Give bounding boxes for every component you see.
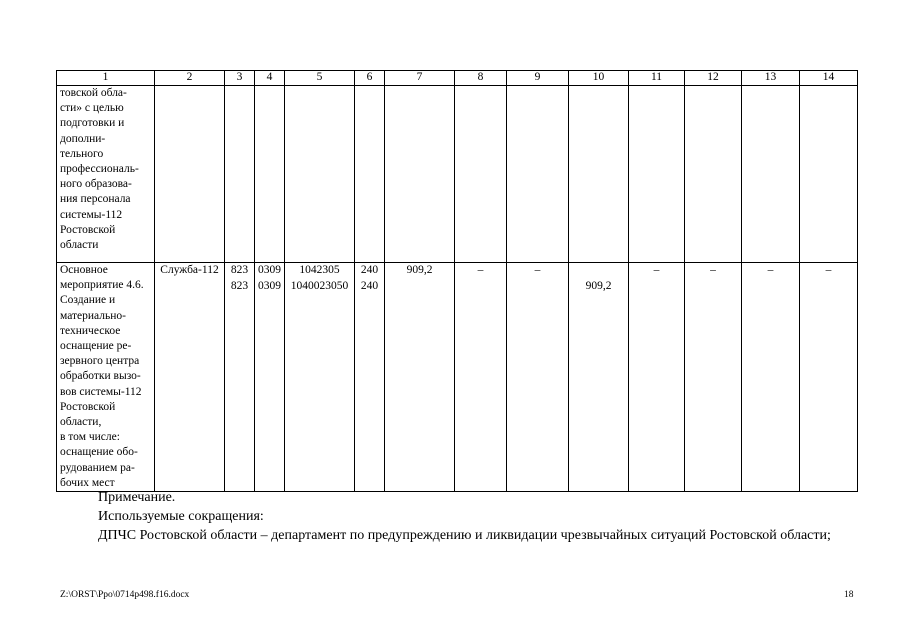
column-number: 3 xyxy=(225,71,255,86)
table-cell xyxy=(355,86,385,263)
table-cell xyxy=(507,279,569,492)
table-cell xyxy=(800,86,858,263)
table-cell xyxy=(255,86,285,263)
activity-name-cell: Основное мероприятие 4.6. Создание и материально- техническое оснащение ре- зервного центра обработки вызо- вов системы-112 Ростовской области, в том числе: оснащение обо- рудованием ра- бочих мест xyxy=(57,263,155,492)
amount-cell: – xyxy=(800,263,858,279)
column-number: 1 xyxy=(57,71,155,86)
grbs-code-cell: 823 xyxy=(225,279,255,492)
column-number: 4 xyxy=(255,71,285,86)
amount-cell: – xyxy=(455,263,507,279)
table-cell xyxy=(685,86,742,263)
column-number: 7 xyxy=(385,71,455,86)
table-cell xyxy=(285,86,355,263)
amount-cell: – xyxy=(507,263,569,279)
table-cell xyxy=(455,86,507,263)
activity-name-cell: товской обла- сти» с целью подготовки и дополни- тельного профессиональ- ного образова- ния персонала системы-112 Ростовской области xyxy=(57,86,155,263)
table-cell xyxy=(507,86,569,263)
file-path-footer: Z:\ORST\Ppo\0714p498.f16.docx xyxy=(60,590,190,600)
table-cell xyxy=(800,279,858,492)
column-number-row xyxy=(57,71,858,86)
table-cell xyxy=(155,86,225,263)
abbreviations-heading: Используемые сокращения: xyxy=(98,509,264,524)
column-number: 8 xyxy=(455,71,507,86)
amount-cell xyxy=(569,263,629,279)
column-number: 6 xyxy=(355,71,385,86)
table-cell xyxy=(455,279,507,492)
table-cell xyxy=(742,279,800,492)
amount-cell: 909,2 xyxy=(569,279,629,492)
table-cell xyxy=(629,279,685,492)
column-number: 10 xyxy=(569,71,629,86)
table-cell xyxy=(385,86,455,263)
amount-cell: – xyxy=(685,263,742,279)
amount-cell: – xyxy=(629,263,685,279)
note-title: Примечание. xyxy=(98,490,176,505)
table-cell xyxy=(569,86,629,263)
abbreviation-definition: ДПЧС Ростовской области – департамент по предупреждению и ликвидации чрезвычайных ситуаций Ростовской области; xyxy=(98,528,831,543)
column-number: 2 xyxy=(155,71,225,86)
budget-table xyxy=(56,70,858,492)
column-number: 14 xyxy=(800,71,858,86)
amount-cell: – xyxy=(742,263,800,279)
table-cell xyxy=(685,279,742,492)
column-number: 9 xyxy=(507,71,569,86)
column-number: 13 xyxy=(742,71,800,86)
table-cell xyxy=(629,86,685,263)
csr-code-cell: 1040023050 xyxy=(285,279,355,492)
page-number: 18 xyxy=(844,590,854,600)
rzpr-code-cell: 0309 xyxy=(255,263,285,279)
table-row xyxy=(57,86,858,263)
executor-cell: Служба-112 xyxy=(155,263,225,492)
table-row xyxy=(57,263,858,279)
vr-code-cell: 240 xyxy=(355,279,385,492)
csr-code-cell: 1042305 xyxy=(285,263,355,279)
table-cell xyxy=(385,279,455,492)
table-cell xyxy=(225,86,255,263)
column-number: 12 xyxy=(685,71,742,86)
table-cell xyxy=(742,86,800,263)
column-number: 11 xyxy=(629,71,685,86)
vr-code-cell: 240 xyxy=(355,263,385,279)
rzpr-code-cell: 0309 xyxy=(255,279,285,492)
column-number: 5 xyxy=(285,71,355,86)
amount-cell: 909,2 xyxy=(385,263,455,279)
grbs-code-cell: 823 xyxy=(225,263,255,279)
